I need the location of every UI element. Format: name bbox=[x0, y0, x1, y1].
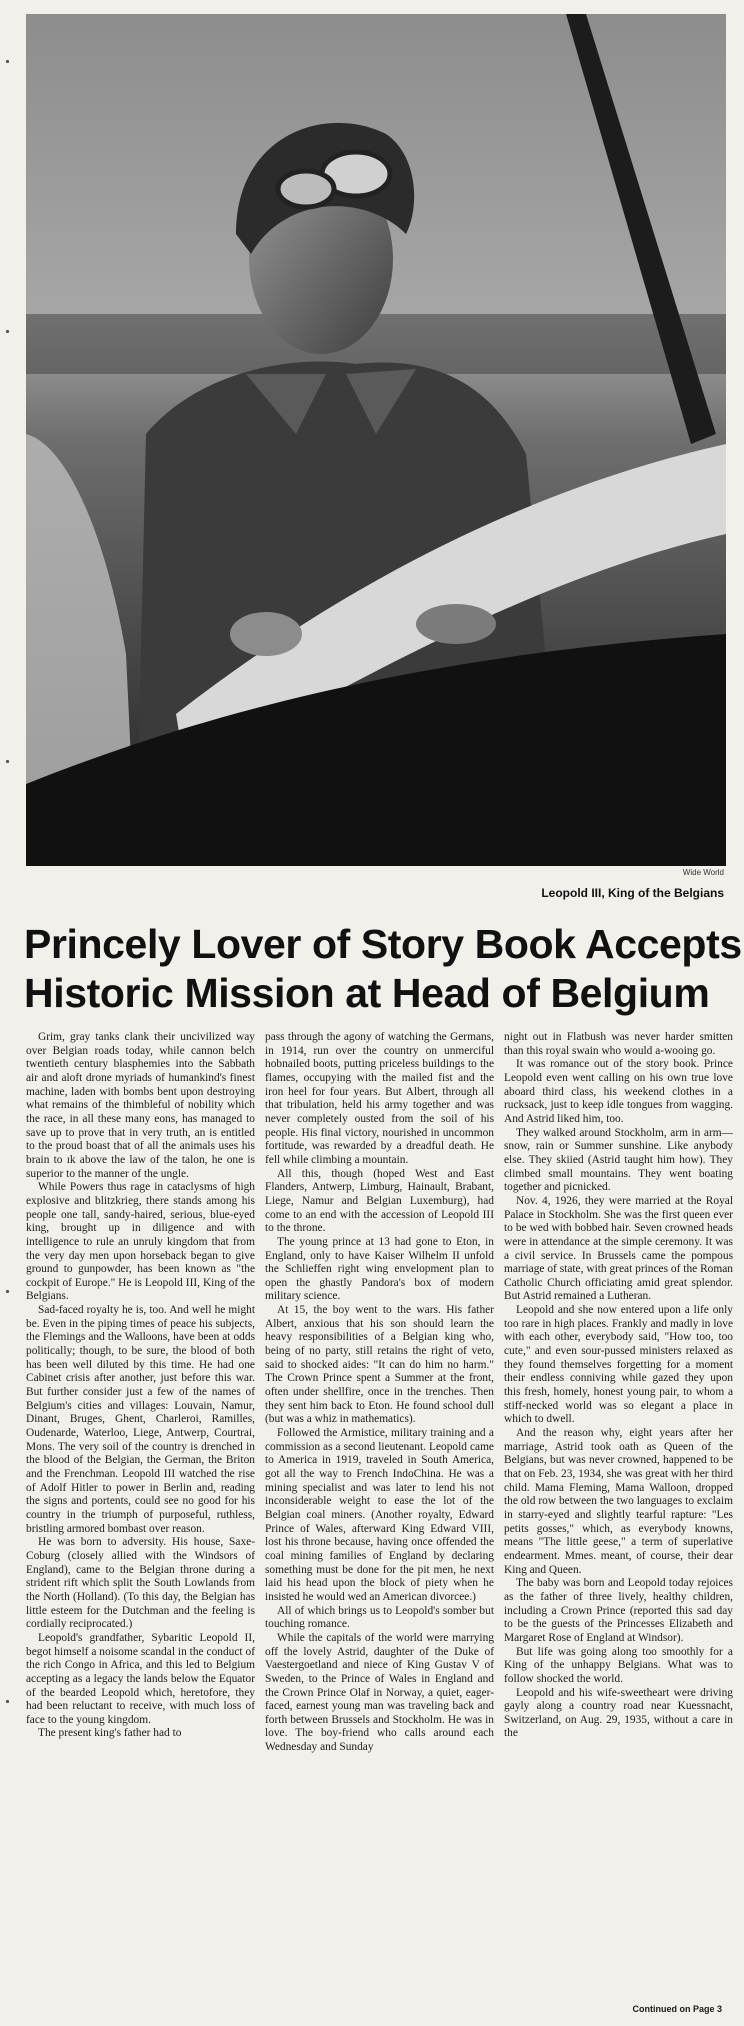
paragraph: Nov. 4, 1926, they were married at the Royal Palace in Stockholm. She was the first queen ever to be wed with bobbed hair. Seven crowned heads were in attendance at the simple ceremony. It was a civil service. In Brussels came the pompous marriage of state, with great princes of the Roman Catholic Church officiating amid great splendor. But Astrid remained a Lutheran. bbox=[504, 1194, 733, 1303]
article-body bbox=[26, 1031, 734, 2006]
headline-line-2: Historic Mission at Head of Belgium bbox=[24, 970, 710, 1016]
paragraph: Leopold's grandfather, Sybaritic Leopold II, begot himself a noisome scandal in the conduct of the rich Congo in Africa, and this led to Belgium accepting as a legacy the lands below the Equator of the bearded Leopold which, heretofore, they had been reluctant to receive, with much loss of face to the young kingdom. bbox=[26, 1631, 255, 1726]
margin-mark bbox=[6, 60, 9, 63]
paragraph: But life was going along too smoothly for a King of the unhappy Belgians. What was to follow shocked the world. bbox=[504, 1645, 733, 1685]
paragraph: night out in Flatbush was never harder smitten than this royal swain who would a-wooing go. bbox=[504, 1031, 733, 1057]
paragraph: pass through the agony of watching the Germans, in 1914, run over the country on unmerciful hobnailed boots, putting priceless buildings to the flames, occupying with the mailed fist and the iron heel for four years. But Albert, through all that tribulation, held his army together and was never completely ousted from the soil of his people. His final victory, nourished in uncommon fortitude, was rewarded by a dreadful death. He fell while climbing a mountain. bbox=[265, 1031, 494, 1166]
headline-line-1: Princely Lover of Story Book Accepts bbox=[24, 921, 742, 967]
paragraph: Grim, gray tanks clank their uncivilized way over Belgian roads today, while cannon belch twentieth century blasphemies into the Sabbath air and aloft drone myriads of humankind's finest machine, laden with bombs bent upon destroying what remains of the thimbleful of nobility which the race, in all these many eons, has managed to save up to prove that in very truth, an is entitled to the proud boast that of all the animals uses his brain to ık above the law of the talon, he one is superior to the manner of the ungle. bbox=[26, 1031, 255, 1180]
column-2 bbox=[265, 1031, 494, 2006]
column-3 bbox=[504, 1031, 733, 2006]
photograph-leopold-iii bbox=[26, 14, 726, 866]
margin-mark bbox=[6, 1290, 9, 1293]
paragraph: Followed the Armistice, military training and a commission as a second lieutenant. Leopold came to America in 1919, traveled in South America, got all the way to French IndoChina. He was a mining specialist and was later to lend his not inconsiderable weight to ease the lot of the Belgian coal miners. (Another royalty, Edward Prince of Wales, afterward King Edward VIII, lost his throne because, having once offended the coal mining families of England by declaring something must be done for the pit men, he next laid his head upon the block of piety when he insisted he would wed an American divorcee.) bbox=[265, 1427, 494, 1603]
paragraph: All this, though (hoped West and East Flanders, Antwerp, Limburg, Hainault, Brabant, Liege, Namur and Belgian Luxemburg), had come to an end with the accession of Leopold III to the throne. bbox=[265, 1167, 494, 1235]
photo-credit: Wide World bbox=[682, 868, 724, 877]
paragraph: While Powers thus rage in cataclysms of high explosive and blitzkrieg, there stands among his people one tall, sandy-haired, serious, blue-eyed king, brought up in diligence and with intelligence to rule an unruly kingdom that from the very day men upon horseback began to give ground to gunpowder, has been known as "the cockpit of Europe." He is Leopold III, King of the Belgians. bbox=[26, 1181, 255, 1303]
paragraph: At 15, the boy went to the wars. His father Albert, anxious that his son should learn the heavy responsibilities of a Belgian king who, being of no party, still retains the right of veto, said to shocked aides: "It can do him no harm." The Crown Prince spent a Summer at the front, often under shellfire, once in the trenches. Then they sent him back to Eton. He found school dull (but was a whiz in mathematics). bbox=[265, 1304, 494, 1426]
paragraph: While the capitals of the world were marrying off the lovely Astrid, daughter of the Duke of Vaestergoetland and niece of King Gustav V of Sweden, to the Prince of Wales in England and the Crown Prince Olaf in Norway, a quiet, eager-faced, earnest young man was traveling back and forth between Brussels and Stockholm. He was in love. The boy-friend who calls around each Wednesday and Sunday bbox=[265, 1631, 494, 1754]
paragraph: The present king's father had to bbox=[38, 1727, 182, 1740]
margin-mark bbox=[6, 330, 9, 333]
paragraph: Leopold and his wife-sweetheart were driving gayly along a country road near Kuessnacht, Switzerland, on Aug. 29, 1935, without a care in the bbox=[504, 1686, 733, 1740]
photo-caption: Leopold III, King of the Belgians bbox=[541, 886, 724, 900]
headline bbox=[24, 920, 742, 1018]
continued-note: Continued on Page 3 bbox=[632, 2004, 722, 2014]
paragraph: The young prince at 13 had gone to Eton, in England, only to have Kaiser Wilhelm II unfold the Schlieffen right wing envelopment plan to open the ghastly Pandora's box of modern military science. bbox=[265, 1235, 494, 1303]
column-1 bbox=[26, 1031, 255, 2006]
margin-mark bbox=[6, 760, 9, 763]
paragraph: They walked around Stockholm, arm in arm—snow, rain or Summer sunshine. Like anybody else. They skiied (Astrid taught him how). They climbed small mountains. They went boating together and picnicked. bbox=[504, 1126, 733, 1194]
paragraph: Leopold and she now entered upon a life only too rare in high places. Frankly and madly in love with each other, everybody said, "How too, too cute," and even sour-pussed ministers relaxed as they found themselves forgetting for a moment their endless conniving while gazed they upon this fresh, homely, honest young pair, to whom a stiff-necked world was so elegant a place in which to dwell. bbox=[504, 1304, 733, 1426]
paragraph: Sad-faced royalty he is, too. And well he might be. Even in the piping times of peace his subjects, the Flemings and the Walloons, have been at odds politically; though, to be sure, the blood of both has been well diluted by this time. He had one Cabinet crisis after another, just before this war. But further consider just a few of the names of Belgium's cities and villages: Louvain, Namur, Dinant, Bruges, Ghent, Charleroi, Ramilles, Oudenarde, Waterloo, Liege, Antwerp, Courtrai, Mons. The very soil of the country is drenched in the blood of the Belgian, the German, the Briton and the Frenchman. Leopold III watched the rise of Adolf Hitler to power in Berlin and, reading the signs and portents, could see no good for his country in the triumph of purposeful, ruthless, bristling armored bombast over reason. bbox=[26, 1304, 255, 1535]
paragraph: All of which brings us to Leopold's somber but touching romance. bbox=[265, 1604, 494, 1631]
paragraph: And the reason why, eight years after her marriage, Astrid took oath as Queen of the Belgians, but was never crowned, happened to be that on Feb. 23, 1934, she was great with her third child. Mama Fleming, Mama Walloon, dropped the old row between the two languages to exclaim in starry-eyed and slightly tearful rapture: "Les petits gosses," which, as everybody knowns, means "The little geese," a term of superlative endearment. Mmes. meant, of course, their dear King and Queen. bbox=[504, 1427, 733, 1576]
margin-mark bbox=[6, 1700, 9, 1703]
paragraph: He was born to adversity. His house, Saxe-Coburg (closely allied with the Windsors of England), came to the Belgian throne during a strident rift which split the South Lowlands from the North (Holland). (To this day, the Belgian has little esteem for the Dutchman and the feeling is cordially reciprocated.) bbox=[26, 1536, 255, 1631]
paragraph: It was romance out of the story book. Prince Leopold even went calling on his own true love aboard third class, his weekend clothes in a rucksack, just to keep idle tongues from wagging. And Astrid liked him, too. bbox=[504, 1058, 733, 1125]
photo-illustration bbox=[26, 14, 726, 866]
paragraph: The baby was born and Leopold today rejoices as the father of three lively, healthy children, including a Crown Prince (reported this sad day to be the guests of the Princesses Elizabeth and Margaret Rose of England at Windsor). bbox=[504, 1577, 733, 1644]
